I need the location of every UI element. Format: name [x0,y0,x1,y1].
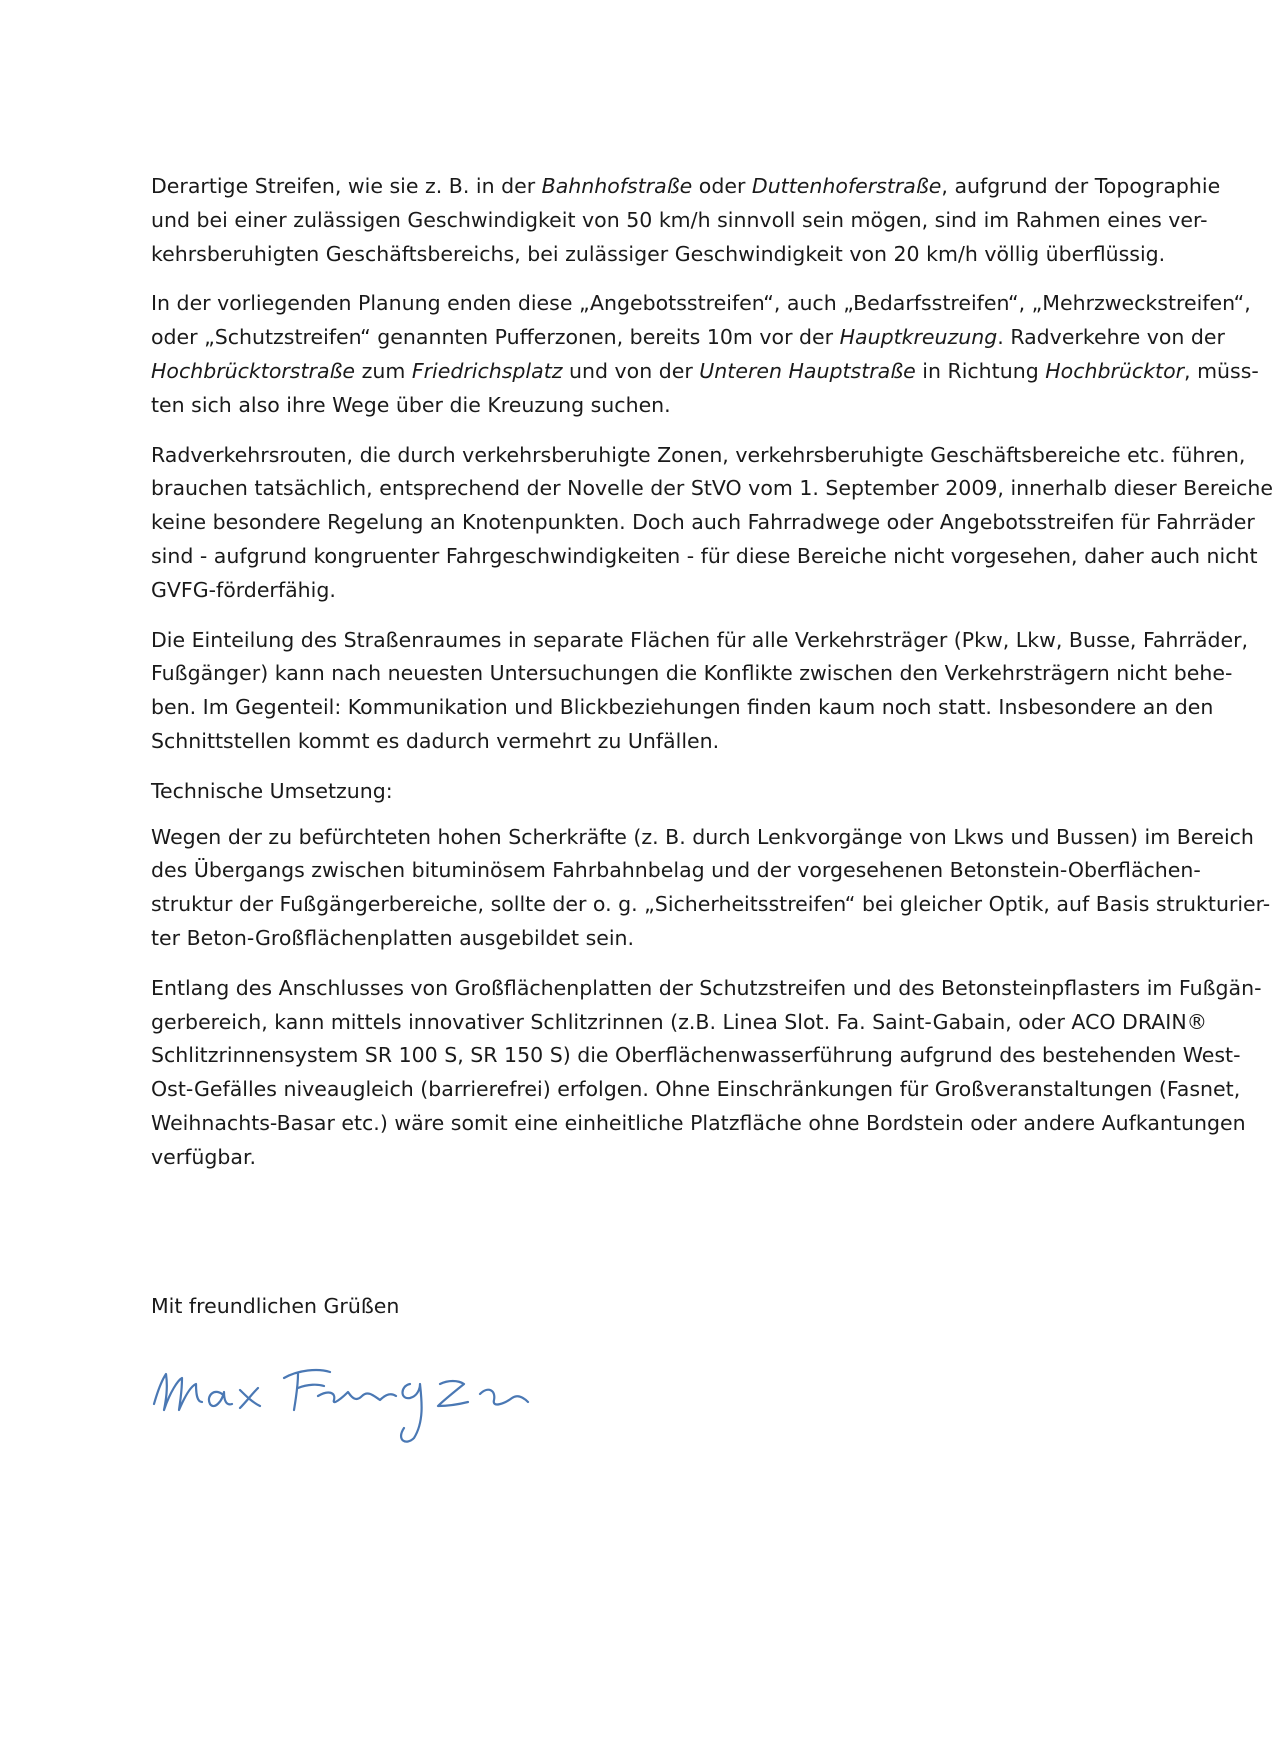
paragraph [151,170,1221,271]
text-line [151,1141,1181,1175]
text-line [151,775,1181,809]
text-segment: zum [355,358,412,383]
italic-text: Hauptkreuzung [839,325,998,350]
text-segment: verfügbar. [151,1144,257,1169]
text-segment: ben. Im Gegenteil: Kommunikation und Blickbeziehungen finden kaum noch statt. Insbesondere an den [151,695,1214,720]
text-segment: Wegen der zu befürchteten hohen Scherkräfte (z. B. durch Lenkvorgänge von Lkws und Bussen) im Bereich [151,824,1254,849]
text-segment: oder „Schutzstreifen“ genannten Pufferzonen, bereits 10m vor der [151,325,840,350]
text-segment: Derartige Streifen, wie sie z. B. in der [151,174,542,198]
text-segment: Weihnachts-Basar etc.) wäre somit eine einheitliche Platzfläche ohne Bordstein oder andere Aufkantungen [151,1110,1246,1135]
text-segment: Die Einteilung des Straßenraumes in separate Flächen für alle Verkehrsträger (Pkw, Lkw, Busse, Fahrräder, [151,627,1249,652]
handwritten-signature [148,1340,588,1450]
text-segment: Radverkehrsrouten, die durch verkehrsberuhigte Zonen, verkehrsberuhigte Geschäftsbereiche etc. führen, [151,442,1246,467]
text-segment: Technische Umsetzung: [151,778,393,803]
italic-text: Unteren Hauptstraße [699,358,916,383]
paragraph [151,287,1259,422]
text-line [151,972,1262,1006]
text-segment: . Radverkehre von der [997,325,1225,350]
italic-text: Hochbrücktorstraße [151,358,356,383]
text-line [151,657,1233,691]
text-segment: Ost-Gefälles niveaugleich (barrierefrei) erfolgen. Ohne Einschränkungen für Großveranstaltungen (Fasnet, [151,1077,1241,1102]
text-segment: brauchen tatsächlich, entsprechend der Novelle der StVO vom 1. September 2009, innerhalb dieser Bereiche [151,476,1273,501]
text-line [151,1006,1208,1040]
text-segment: sind - aufgrund kongruenter Fahrgeschwindigkeiten - für diese Bereiche nicht vorgesehen, daher auch nicht [151,543,1258,568]
text-line [151,1073,1241,1107]
text-segment: keine besondere Regelung an Knotenpunkten. Doch auch Fahrradwege oder Angebotsstreifen für Fahrräder [151,510,1255,535]
text-line [151,574,1181,608]
text-segment: ten sich also ihre Wege über die Kreuzung suchen. [151,392,671,417]
text-segment: Fußgänger) kann nach neuesten Untersuchungen die Konflikte zwischen den Verkehrsträgern nicht behe- [151,661,1233,686]
text-line [151,439,1246,473]
text-line [151,1039,1241,1073]
text-line [151,821,1254,855]
text-line [151,355,1259,389]
text-segment: Entlang des Anschlusses von Großflächenplatten der Schutzstreifen und des Betonsteinpflasters im Fußgän- [151,975,1262,1000]
paragraph [151,972,1262,1175]
text-line [151,506,1255,540]
text-line [151,287,1251,321]
text-segment: des Übergangs zwischen bituminösem Fahrbahnbelag und der vorgesehenen Betonstein-Oberflächen- [151,858,1201,883]
paragraph [151,775,1181,809]
text-segment: struktur der Fußgängerbereiche, sollte der o. g. „Sicherheitsstreifen“ bei gleicher Optik, auf Basis strukturier- [151,892,1271,917]
text-line [151,472,1273,506]
text-line [151,540,1258,574]
text-segment: oder [692,174,752,198]
text-segment: in Richtung [915,358,1046,383]
italic-text: Duttenhoferstraße [751,174,942,198]
letter-body [151,170,1273,1191]
text-line [151,170,1221,204]
text-segment: ter Beton-Großflächenplatten ausgebildet sein. [151,925,635,950]
text-line [151,204,1208,238]
text-segment: In der vorliegenden Planung enden diese „Angebotsstreifen“, auch „Bedarfsstreifen“, „Mehrzweckstreifen“, [151,291,1251,316]
text-line [151,691,1214,725]
italic-text: Bahnhofstraße [541,174,693,198]
text-line [151,725,1181,759]
paragraph [151,439,1273,608]
text-segment: gerbereich, kann mittels innovativer Schlitzrinnen (z.B. Linea Slot. Fa. Saint-Gabain, oder ACO DRAIN® [151,1009,1208,1034]
text-segment: und von der [562,358,700,383]
paragraph [151,821,1271,956]
text-segment: , müss- [1184,358,1259,383]
text-segment: und bei einer zulässigen Geschwindigkeit von 50 km/h sinnvoll sein mögen, sind im Rahmen eines ver- [151,207,1208,232]
text-segment: Schnittstellen kommt es dadurch vermehrt zu Unfällen. [151,728,720,753]
text-line [151,854,1201,888]
text-line [151,321,1225,355]
text-segment: GVFG-förderfähig. [151,577,336,602]
text-segment: Schlitzrinnensystem SR 100 S, SR 150 S) die Oberflächenwasserführung aufgrund des bestehenden West- [151,1043,1241,1068]
text-line [151,624,1249,658]
italic-text: Hochbrücktor [1045,358,1185,383]
closing-salutation: Mit freundlichen Grüßen [151,1294,400,1318]
text-line [151,888,1271,922]
text-segment: , aufgrund der Topographie [941,174,1221,198]
italic-text: Friedrichsplatz [411,358,563,383]
text-segment: kehrsberuhigten Geschäftsbereichs, bei zulässiger Geschwindigkeit von 20 km/h völlig überflüssig. [151,241,1166,266]
text-line [151,389,1181,423]
text-line [151,1107,1246,1141]
paragraph [151,624,1249,759]
text-line [151,238,1181,272]
text-line [151,922,1181,956]
